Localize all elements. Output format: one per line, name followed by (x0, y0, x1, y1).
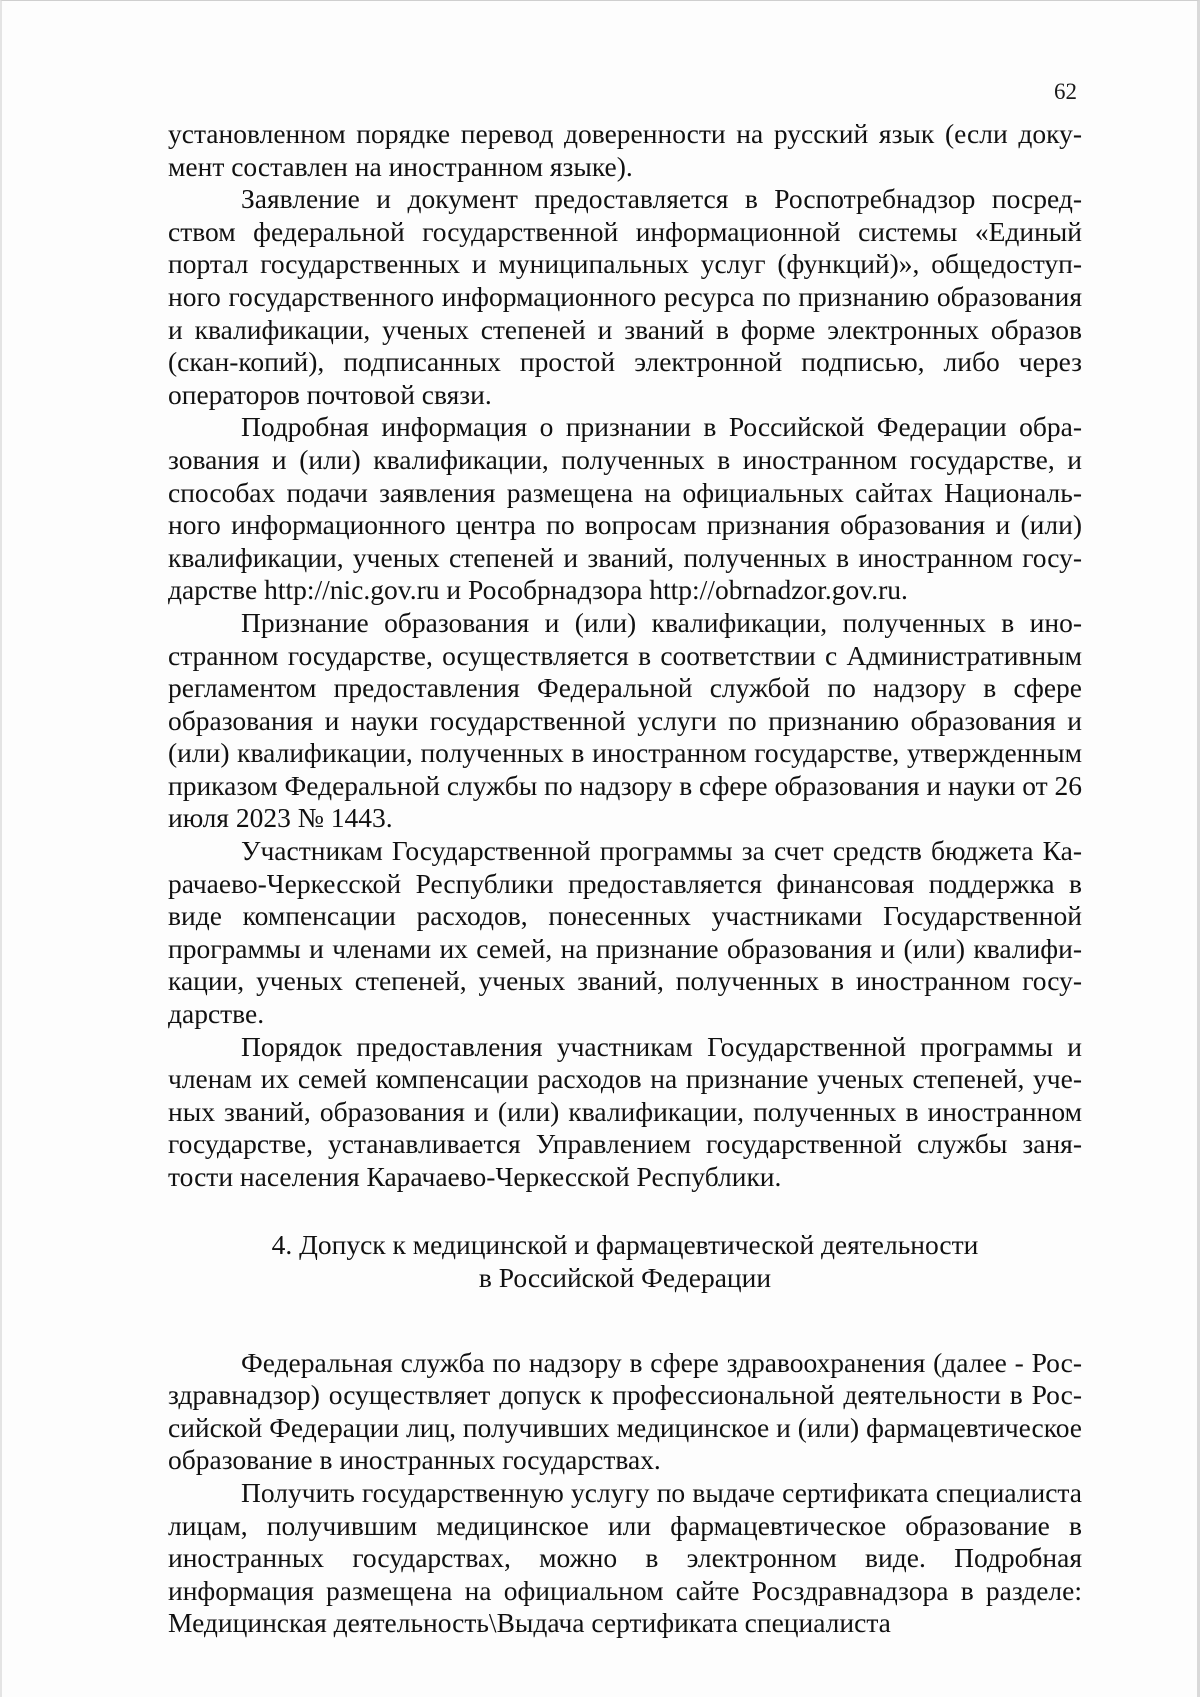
document-body (168, 118, 1082, 1640)
page-number: 62 (1054, 79, 1077, 104)
section-heading-line: 4. Допуск к медицинской и фармацевтической деятельности (271, 1228, 979, 1260)
paragraph: Подробная информация о признании в Российской Федерации образования и (или) квалификации, полученных в иностранном государстве, и способах подачи заявления размещена на официальных сайтах Национального информационного центра по вопросам признания образования и (или) квалификации, ученых степеней и званий, полученных в иностранном государстве http://nic.gov.ru и Рособрнадзора http://obrnadzor.gov.ru. (168, 411, 1082, 606)
paragraph: Порядок предоставления участникам Государственной программы и членам их семей компенсации расходов на признание ученых степеней, ученых званий, образования и (или) квалификации, полученных в иностранном государстве, устанавливается Управлением государственной службы занятости населения Карачаево-Черкесской Республики. (168, 1030, 1082, 1192)
section-heading-line: в Российской Федерации (478, 1261, 772, 1293)
paragraph: Признание образования и (или) квалификации, полученных в иностранном государстве, осуществляется в соответствии с Административным регламентом предоставления Федеральной службой по надзору в сфере образования и науки государственной услуги по признанию образования и (или) квалификации, полученных в иностранном государстве, утвержденным приказом Федеральной службы по надзору в сфере образования и науки от 26 июля 2023 № 1443. (168, 606, 1082, 834)
paragraph: Участникам Государственной программы за счет средств бюджета Карачаево-Черкесской Республики предоставляется финансовая поддержка в виде компенсации расходов, понесенных участниками Государственной программы и членами их семей, на признание образования и (или) квалификации, ученых степеней, ученых званий, полученных в иностранном государстве. (168, 835, 1082, 1030)
paragraph: установленном порядке перевод доверенности на русский язык (если документ составлен на иностранном языке). (168, 118, 1082, 182)
section-heading (168, 1228, 1082, 1294)
paragraph: Федеральная служба по надзору в сфере здравоохранения (далее - Росздравнадзор) осуществляет допуск к профессиональной деятельности в Российской Федерации лиц, получивших медицинское и (или) фармацевтическое образование в иностранных государствах. (168, 1346, 1082, 1476)
paragraph: Получить государственную услугу по выдаче сертификата специалиста лицам, получившим медицинское или фармацевтическое образование в иностранных государствах, можно в электронном виде. Подробная информация размещена на официальном сайте Росздравнадзора в разделе: Медицинская деятельность\Выдача сертификата специалиста (168, 1476, 1082, 1639)
paragraph: Заявление и документ предоставляется в Роспотребнадзор посредством федеральной государственной информационной системы «Единый портал государственных и муниципальных услуг (функций)», общедоступного государственного информационного ресурса по признанию образования и квалификации, ученых степеней и званий в форме электронных образов (скан-копий), подписанных простой электронной подписью, либо через операторов почтовой связи. (168, 183, 1082, 410)
